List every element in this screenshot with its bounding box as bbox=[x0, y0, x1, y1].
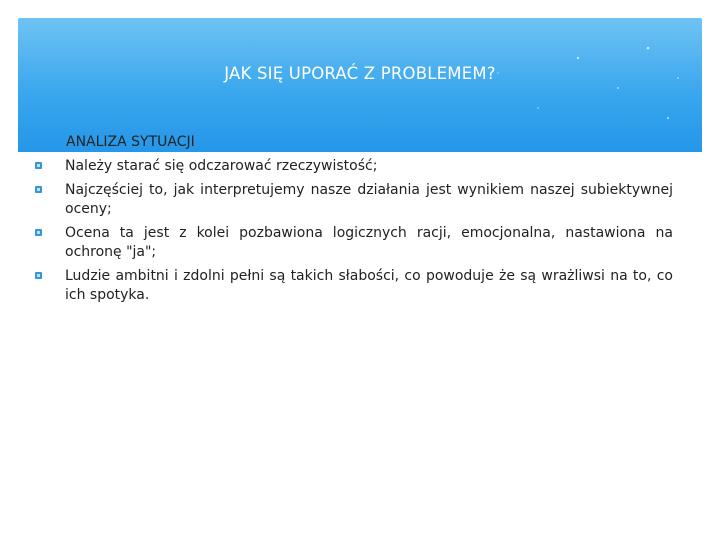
bullet-text: Ludzie ambitni i zdolni pełni są takich słabości, co powoduje że są wrażliwsi na to, co ich spotyka. bbox=[65, 268, 673, 303]
square-bullet-icon bbox=[35, 229, 42, 236]
bullet-text: Ocena ta jest z kolei pozbawiona logicznych racji, emocjonalna, nastawiona na ochronę "ja"; bbox=[65, 225, 673, 260]
numbered-item-text: ANALIZA SYTUACJI bbox=[66, 134, 195, 150]
list-item bbox=[46, 267, 673, 305]
bullet-list bbox=[46, 157, 673, 305]
list-item bbox=[46, 181, 673, 219]
square-bullet-icon bbox=[35, 272, 42, 279]
list-item bbox=[46, 224, 673, 262]
list-item bbox=[46, 157, 673, 176]
numbered-item bbox=[30, 133, 673, 152]
numbered-item-number: I. bbox=[30, 134, 39, 150]
slide-content bbox=[30, 133, 673, 310]
header-band bbox=[18, 18, 702, 152]
bullet-text: Najczęściej to, jak interpretujemy nasze działania jest wynikiem naszej subiektywnej oceny; bbox=[65, 182, 673, 217]
slide-title: JAK SIĘ UPORAĆ Z PROBLEMEM? bbox=[224, 64, 496, 83]
square-bullet-icon bbox=[35, 162, 42, 169]
sparkle-decoration bbox=[18, 18, 702, 152]
square-bullet-icon bbox=[35, 186, 42, 193]
bullet-text: Należy starać się odczarować rzeczywistość; bbox=[65, 158, 378, 174]
